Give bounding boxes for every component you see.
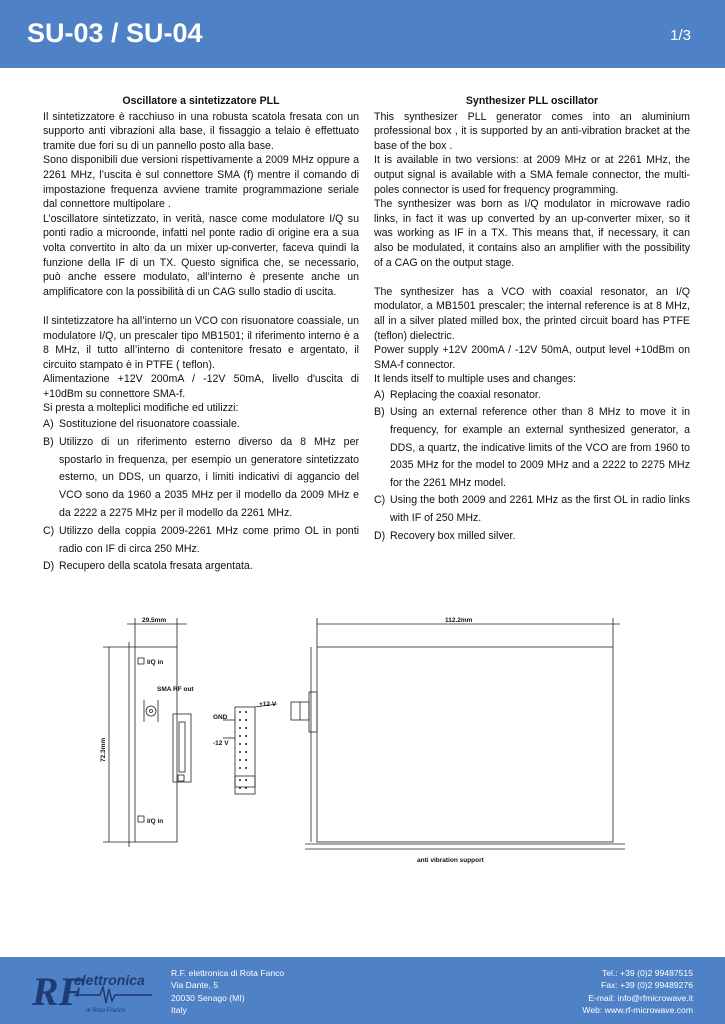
list-item: B) Using an external reference other than 8 MHz to move it in frequency, for example an external synthesized generator, a DDS, a quartz, the indicative limits of the VCO are from 1960 to 2035 MHz for the model to 2009 MHz and a 2222 to 2275 MHz for the 2261 MHz model. [374,406,690,489]
italian-column [43,94,359,576]
label-plus12: +12 V [259,701,277,708]
label-minus12: -12 V [213,740,229,747]
svg-text:elettronica: elettronica [74,972,145,988]
list-item: A) Sostituzione del risuonatore coassiale. [43,418,240,431]
company-address: R.F. elettronica di Rota Fanco Via Dante, 5 20030 Senago (MI) Italy [171,968,285,1015]
italian-list [43,416,359,576]
paragraph: The synthesizer has a VCO with coaxial resonator, an I/Q modulator, a MB1501 prescaler; the internal reference is at 8 MHz, all in a silver plated milled box, the printed circuit board has PTFE (teflon) dielectric. [374,285,690,342]
pin-header [235,707,255,787]
english-column [374,94,690,545]
list-item: B) Utilizzo di un riferimento esterno diverso da 8 MHz per spostarlo in frequenza, per esempio un generatore sintetizzato esterno, un DDS, un quarzo, i limiti indicativi di aggancio del VCO sono da 1960 a 2035 MHz per il modello da 2009 MHz e da 2222 a 2275 MHz per il modello da 2261 MHz. [43,435,359,520]
list-item: C) Using the both 2009 and 2261 MHz as the first OL in radio links with IF of 250 MHz. [374,494,690,525]
list-item: D) Recovery box milled silver. [374,529,516,542]
paragraph: L’oscillatore sintetizzato, in verità, nasce come modulatore I/Q su ponti radio a microonde, infatti nel ponte radio di origine era a sua volta convertito in alto da un mixer up-converter, faceva quindi la funzione della IF di un TX. Questo significa che, se necessario, può anche essere modulato, all’interno è presente anche un amplificatore con la possibilità di un CAG sullo stadio di uscita. [43,212,359,298]
label-gnd: GND [213,714,228,721]
paragraph: This synthesizer PLL generator comes into an aluminium professional box , it is supported by an anti-vibration bracket at the base of the box . [374,110,690,152]
label-support: anti vibration support [417,857,484,864]
label-sma: SMA RF out [157,686,194,693]
page-number: 1/3 [670,27,691,44]
english-heading: Synthesizer PLL oscillator [465,95,599,107]
list-item: C) Utilizzo della coppia 2009-2261 MHz come primo OL in ponti radio con IF di circa 250 MHz. [43,524,359,555]
page-header [0,0,725,68]
paragraph: The synthesizer was born as I/Q modulator in microwave radio links, in fact it was up converted by an up-converter mixer, so it was working as IF in a TX. This means that, if necessary, it can also be modulated, it contains also an amplifier with the possibility of a CAG on the output stage. [374,198,690,269]
page-footer [0,957,725,1024]
company-contacts [582,967,693,1016]
paragraph: Alimentazione +12V 200mA / -12V 50mA, livello d'uscita di +10dBm su connettore SMA-f. [43,373,359,400]
dim-width-large: 112.2mm [445,617,473,624]
english-list [374,387,690,545]
list-item: D) Recupero della scatola fresata argentata. [43,560,253,573]
document-title: SU-03 / SU-04 [27,18,203,48]
label-iq-top: I/Q in [147,659,164,666]
paragraph: Sono disponibili due versioni rispettivamente a 2009 MHz oppure a 2261 MHz, l’uscita è sul connettore SMA (f) mentre il comando di impostazione frequenza avviene tramite programmazione seriale dal connettore multipolare . [43,154,359,211]
email-link[interactable]: E-mail: info@rfmicrowave.it [588,992,693,1003]
paragraph: Il sintetizzatore è racchiuso in una robusta scatola fresata con un supporto anti vibrazioni alla base, il fissaggio a telaio è effettuato tramite due fori su di un pannello posto alla base. [43,110,359,152]
paragraph: Power supply +12V 200mA / -12V 50mA, output level +10dBm on SMA-f connector. [374,344,690,371]
rf-elettronica-logo [30,965,158,1017]
list-item: A) Replacing the coaxial resonator. [374,388,541,401]
front-view-box [135,647,177,842]
phone: Tel.: +39 (0)2 99487515 [601,968,693,978]
paragraph: It lends itself to multiple uses and changes: [374,373,576,386]
paragraph: Si presta a molteplici modifiche ed utilizzi: [43,402,239,415]
fax: Fax: +39 (0)2 99489276 [601,980,693,991]
mechanical-drawing [95,612,655,872]
svg-text:di Rota Franco: di Rota Franco [86,1008,126,1014]
svg-text:RF: RF [32,969,86,1014]
paragraph: It is available in two versions: at 2009 MHz or at 2261 MHz, the output signal is available with a SMA female connector, the multi-poles connector is used for frequency programming. [374,154,690,196]
paragraph: Il sintetizzatore ha all’interno un VCO con risuonatore coassiale, un modulatore I/Q, un prescaler tipo MB1501; il riferimento interno è a 8 MHz, il tutto all’interno di contenitore fresato e argentato, il circuito stampato è in PTFE ( teflon). [43,314,359,371]
italian-heading: Oscillatore a sintetizzatore PLL [122,95,280,107]
web-link[interactable]: Web: www.rf-microwave.com [582,1004,693,1015]
dim-height: 72.3mm [100,737,107,762]
side-view-box [317,647,613,842]
dim-width-small: 29.5mm [142,617,167,624]
label-iq-bottom: I/Q in [147,818,164,825]
